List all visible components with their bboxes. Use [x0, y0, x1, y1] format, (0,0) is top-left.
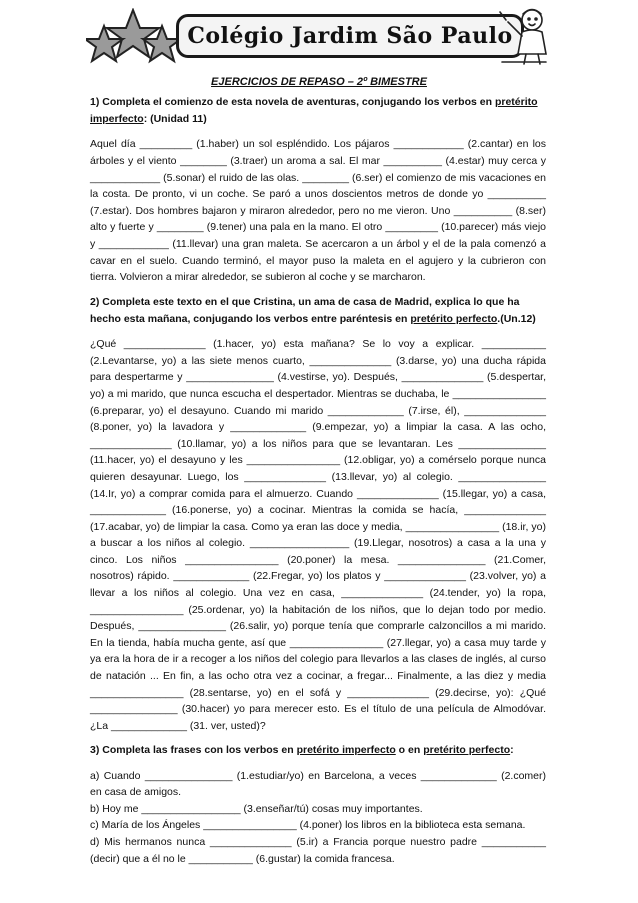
school-name-banner: Colégio Jardim São Paulo	[176, 14, 524, 58]
section-1-heading-text: 1) Completa el comienzo de esta novela de aventuras, conjugando los verbos en	[90, 96, 495, 108]
section-1-tense: pretérito imperfecto	[90, 96, 538, 126]
section-2-unit: .(Un.12)	[497, 312, 536, 325]
section-3-item-c: c) María de los Ángeles ________________ (4.poner) los libros en la biblioteca esta semana.	[90, 819, 526, 832]
section-2-heading-text: 2) Completa este texto en el que Cristina, un ama de casa de Madrid, explica lo que ha hecho esta mañana, conjugando los verbos entre paréntesis en	[90, 295, 520, 325]
section-3-item-a: a) Cuando _______________ (1.estudiar/yo) en Barcelona, a veces _____________ (2.comer) en casa de amigos.	[90, 769, 546, 799]
section-3-item-d: d) Mis hermanos nunca ______________ (5.ir) a Francia porque nuestro padre ___________ (decir) que a él no le ___________ (6.gustar) la comida francesa.	[90, 835, 546, 865]
school-header	[0, 0, 638, 68]
section-1-text: Aquel día _________ (1.haber) un sol espléndido. Los pájaros ____________ (2.cantar) en los árboles y el viento ________ (3.traer) un aroma a sal. El mar __________ (4.estar) muy cerca y ____________ (5.sonar) el ruido de las olas. ________ (6.ser) el comienzo de mis vacaciones en la costa. De pronto, vi un coche. Se paró a unos doscientos metros de donde yo __________ (7.estar). Dos hombres bajaron y miraron alrededor, pero no me vieron. Uno __________ (8.ser) alto y fuerte y ________ (9.tener) una pala en la mano. El otro _________ (10.parecer) más viejo y ____________ (11.llevar) una gran maleta. Se acercaron a un árbol y el de la pala comenzó a cavar en el suelo. Cuando terminó, el mayor puso la maleta en el agujero y la cubrieron con tierra. Volvieron a mirar alrededor, se subieron al coche y se marcharon.	[90, 138, 546, 284]
section-1-unit: : (Unidad 11)	[143, 113, 207, 126]
worksheet-title: EJERCICIOS DE REPASO – 2º BIMESTRE	[211, 76, 427, 88]
section-3-tense-2: pretérito perfecto	[423, 744, 511, 757]
section-1-heading	[90, 94, 546, 128]
section-3-connector: o en	[395, 744, 424, 757]
student-drawing-icon	[496, 4, 554, 66]
section-2-tense: pretérito perfecto	[410, 312, 498, 325]
section-3-colon: :	[510, 744, 514, 757]
section-3-tense-1: pretérito imperfecto	[296, 744, 396, 757]
section-3-item-b: b) Hoy me _________________ (3.enseñar/tú) cosas muy importantes.	[90, 802, 423, 815]
section-2-heading	[90, 294, 546, 328]
section-3-heading	[90, 742, 546, 759]
worksheet-body	[90, 94, 546, 867]
section-2-text: ¿Qué ______________ (1.hacer, yo) esta mañana? Se lo voy a explicar. ___________ (2.Levantarse, yo) a las siete menos cuarto, ______________ (3.darse, yo) una ducha rápida para despertarme y _______________ (4.vestirse, yo). Después, ______________ (5.despertar, yo) a mi marido, que nunca escucha el despertador. Mientras se duchaba, le ________________ (6.preparar, yo) el desayuno. Cuando mi marido _____________ (7.irse, él), ______________ (8.poner, yo) la lavadora y _____________ (9.empezar, yo) a limpiar la casa. A las ocho, ______________ (10.llamar, yo) a los niños para que se levantaran. Les _______________ (11.hacer, yo) el desayuno y les ________________ (12.obligar, yo) a comérselo porque nunca quieren desayunar. Luego, los ______________ (13.llevar, yo) al colegio. _______________ (14.Ir, yo) a comprar comida para el almuerzo. Cuando ______________ (15.llegar, yo) a casa, _____________ (16.ponerse, yo) a cocinar. Mientras la comida se hacía, ______________ (17.acabar, yo) de limpiar la casa. Como ya eran las doce y media, ________________ (18.ir, yo) a buscar a los niños al colegio. _________________ (19.Llegar, nosotros) a casa a la una y cinco. Los niños ________________ (20.poner) la mesa. _______________ (21.Comer, nosotros) rápido. _____________ (22.Fregar, yo) los platos y ______________ (23.volver, yo) a llevar a los niños al colegio. Una vez en casa, ______________ (24.tender, yo) la ropa, ________________ (25.ordenar, yo) la habitación de los niños, que lo dejan todo por medio. Después, _______________ (26.salir, yo) porque tenía que comprarle calzoncillos a mi marido. En la tienda, había mucha gente, así que ________________ (27.llegar, yo) a casa muy tarde y ya era la hora de ir a recoger a los niños del colegio para llevarlos a las clases de inglés, al curso de natación ... En fin, a las ocho otra vez a cocinar, a fregar... Finalmente, a las diez y media ________________ (28.sentarse, yo) en el sofá y ______________ (29.decirse, yo): ¿Qué _______________ (30.hacer) yo para merecer esto. Es el título de una película de Almodóvar. ¿La _____________ (31. ver, usted)?	[90, 338, 546, 732]
section-3-heading-text: 3) Completa las frases con los verbos en	[90, 744, 297, 757]
stars-logo-icon	[86, 8, 180, 66]
